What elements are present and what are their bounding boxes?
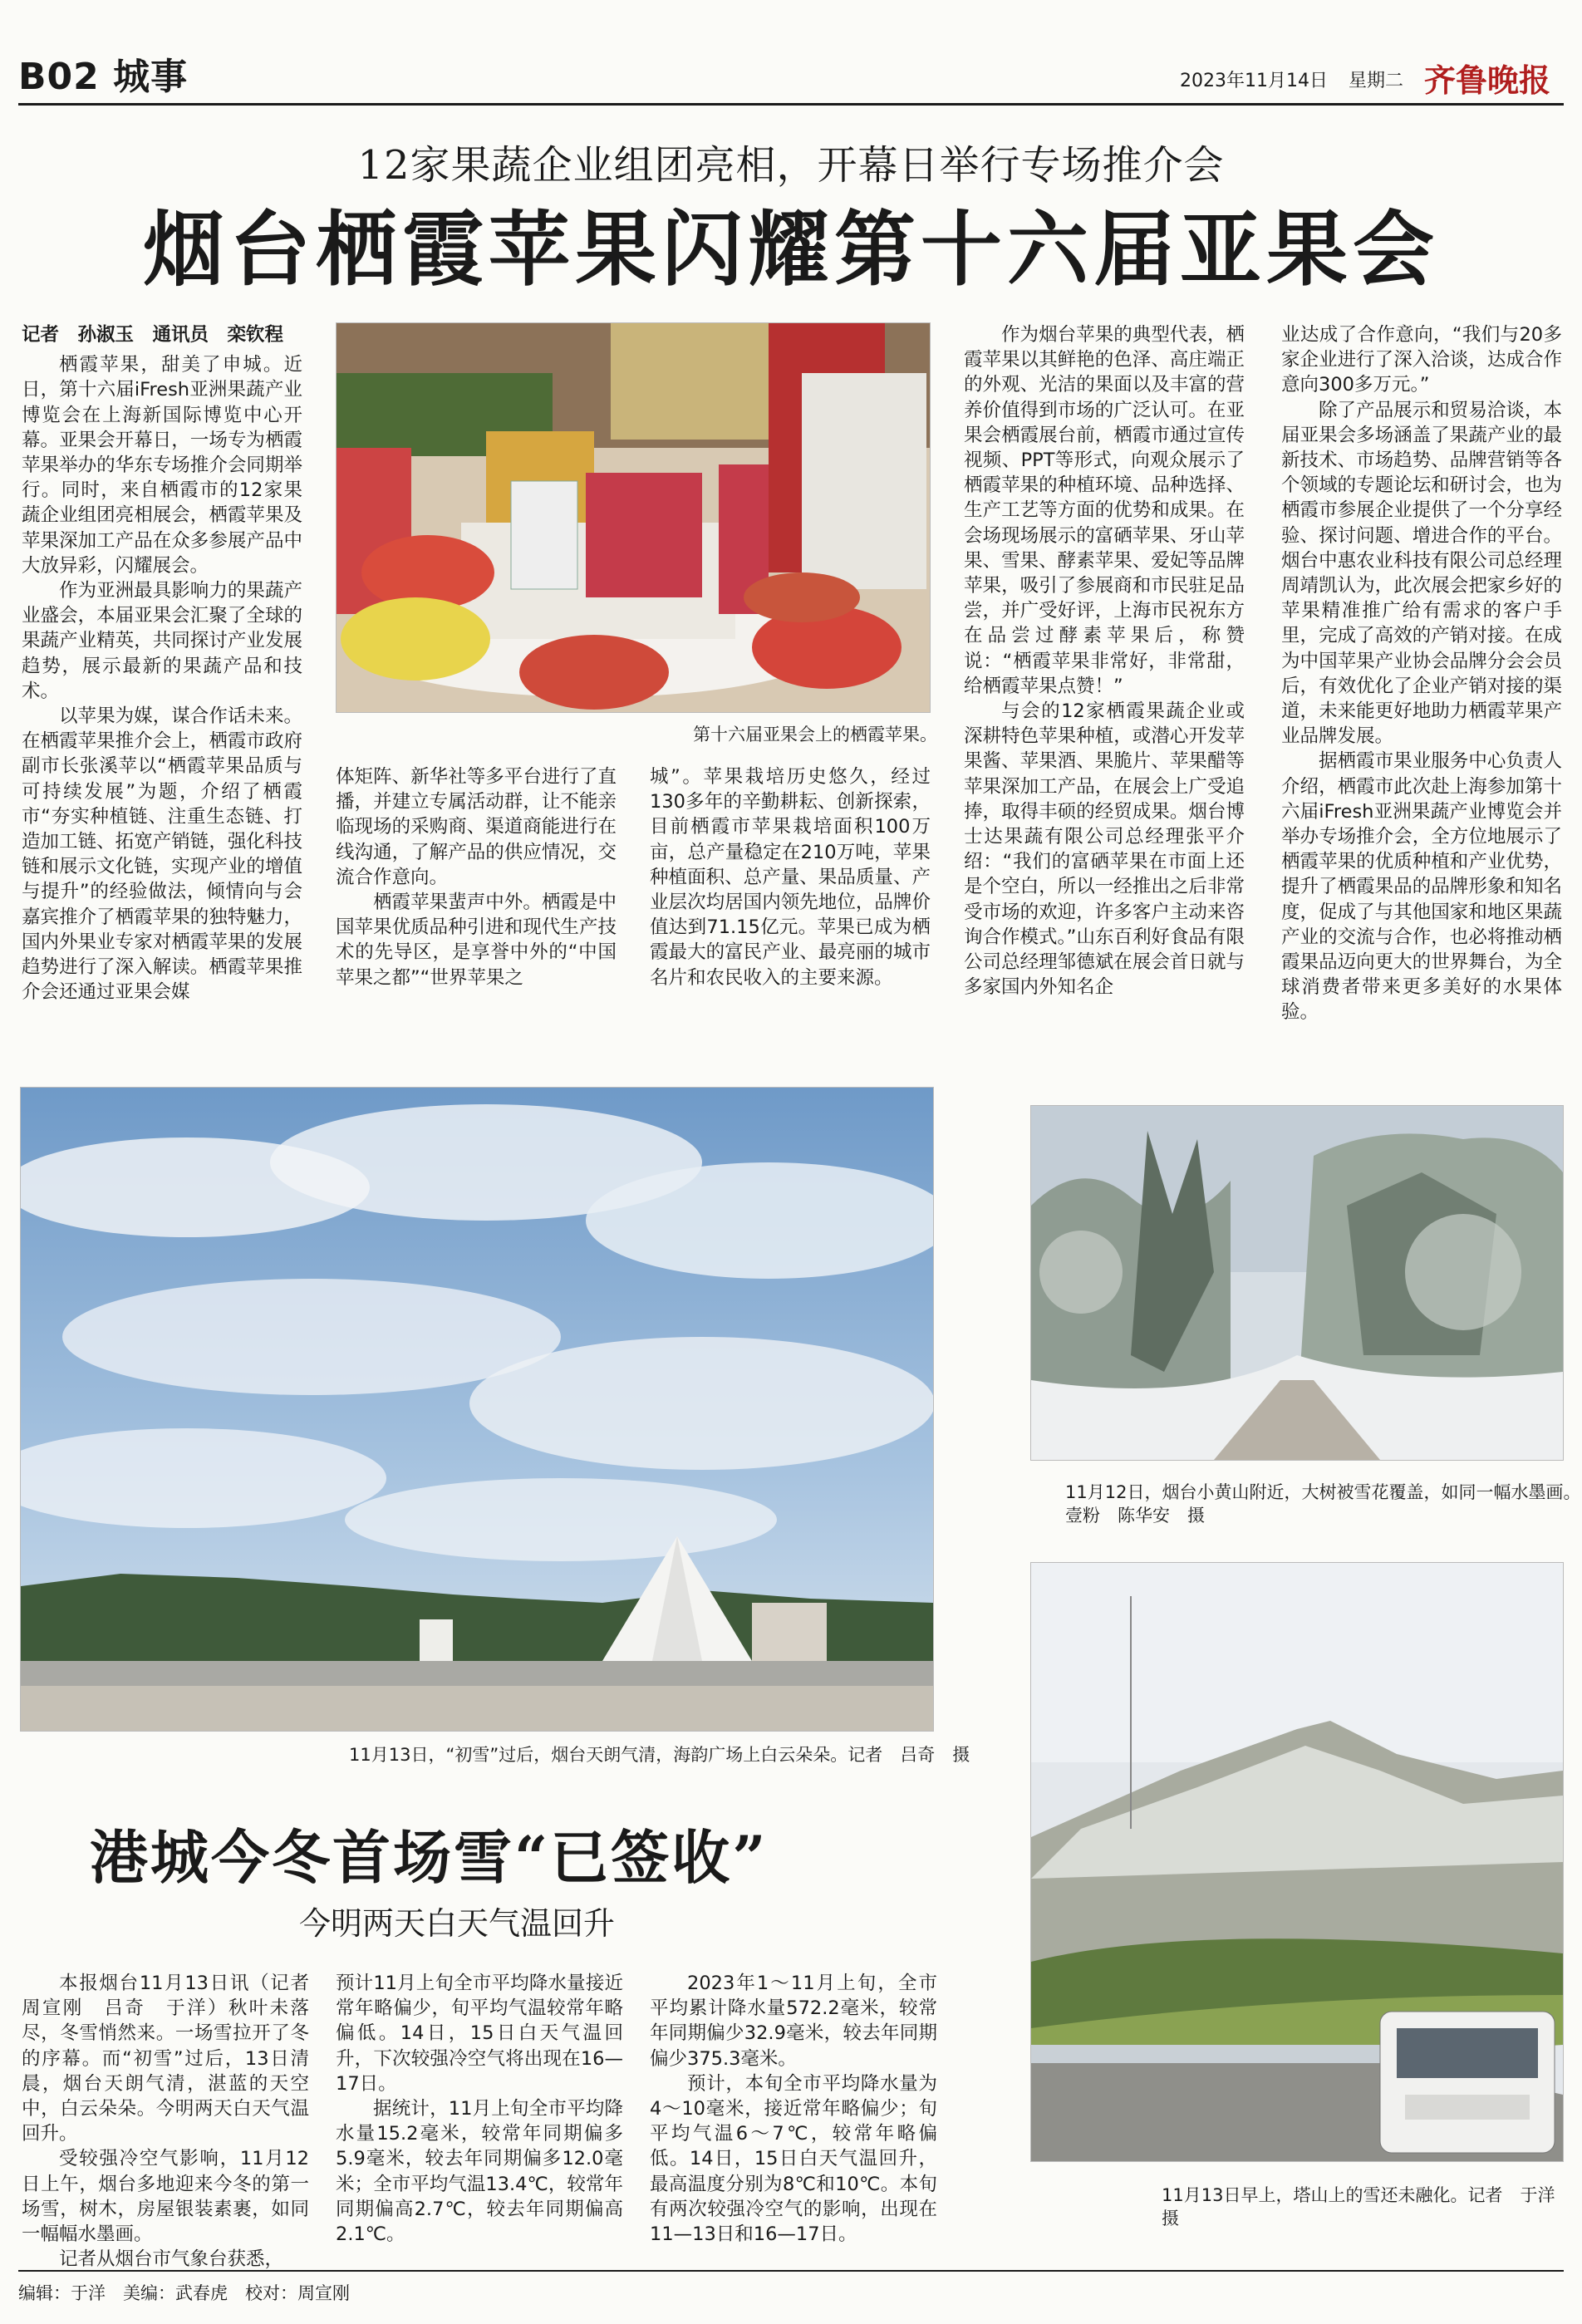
issue-date: 2023年11月14日 xyxy=(1179,71,1328,91)
snowy-mountain-road-photo xyxy=(1030,1562,1564,2162)
paragraph: 作为烟台苹果的典型代表，栖霞苹果以其鲜艳的色泽、高庄端正的外观、光洁的果面以及丰富的营养价值得到市场的广泛认可。在亚果会栖霞展台前，栖霞市通过宣传视频、PPT等形式，向观众展示了栖霞苹果的种植环境、品种选择、生产工艺等方面的优势和成果。在会场现场展示的富硒苹果、牙山苹果、雪果、酵素苹果、爱妃等品牌苹果，吸引了参展商和市民驻足品尝，并广受好评，上海市民祝东方在品尝过酵素苹果后，称赞说：“栖霞苹果非常好，非常甜，给栖霞苹果点赞！” xyxy=(964,324,1245,697)
paragraph: 城”。苹果栽培历史悠久，经过130多年的辛勤耕耘、创新探索，目前栖霞市苹果栽培面积100万亩，总产量稳定在210万吨，苹果种植面积、总产量、果品质量、产业层次均居国内领先地位，品牌价值达到71.15亿元。苹果已成为栖霞最大的富民产业、最亮丽的城市名片和农民收入的主要来源。 xyxy=(650,766,931,989)
paragraph: 预计11月上旬全市平均降水量接近常年略偏少，旬平均气温较常年略偏低。14日，15日白天气温回升，下次较强冷空气将出现在16—17日。 xyxy=(336,1973,623,2095)
story2-subhead: 今明两天白天气温回升 xyxy=(299,1905,616,1942)
paragraph: 栖霞苹果蜚声中外。栖霞是中国苹果优质品种引进和现代生产技术的先导区，是享誉中外的“中国苹果之都”“世界苹果之 xyxy=(336,892,617,989)
footer-divider xyxy=(18,2270,1564,2272)
story1-byline: 记者 孙淑玉 通讯员 栾钦程 xyxy=(22,324,284,346)
paragraph: 2023年1～11月上旬，全市平均累计降水量572.2毫米，较常年同期偏少32.9毫米，较去年同期偏少375.3毫米。 xyxy=(650,1973,937,2070)
story1-column-2 xyxy=(336,764,617,990)
sky-photo-caption: 11月13日，“初雪”过后，烟台天朗气清，海韵广场上白云朵朵。记者 吕奇 摄 xyxy=(349,1745,970,1765)
paragraph: 预计，本旬全市平均降水量为4～10毫米，接近常年略偏少；旬平均气温6～7℃，较常年略偏低。14日，15日白天气温回升，最高温度分别为8℃和10℃。本旬有两次较强冷空气的影响，出现在11—13日和16—17日。 xyxy=(650,2072,937,2246)
story2-column-2 xyxy=(336,1971,623,2247)
trees-caption-line-1: 11月12日，烟台小黄山附近，大树被雪花覆盖，如同一幅水墨画。 xyxy=(1065,1482,1581,1502)
paragraph: 体矩阵、新华社等多平台进行了直播，并建立专属活动群，让不能亲临现场的采购商、渠道商能进行在线沟通，了解产品的供应情况，交流合作意向。 xyxy=(336,766,617,888)
paragraph: 与会的12家栖霞果蔬企业或深耕特色苹果种植，或潜心开发苹果酱、苹果酒、果脆片、苹果醋等苹果深加工产品，在展会上广受追捧，取得丰硕的经贸成果。烟台博士达果蔬有限公司总经理张平介绍：“我们的富硒苹果在市面上还是个空白，所以一经推出之后非常受市场的欢迎，许多客户主动来咨询合作模式。”山东百利好食品有限公司总经理邹德斌在展会首日就与多家国内外知名企 xyxy=(964,700,1245,999)
page-section-header xyxy=(18,47,188,100)
story1-column-3 xyxy=(650,764,931,990)
story1-headline: 烟台栖霞苹果闪耀第十六届亚果会 xyxy=(142,202,1439,297)
issue-weekday: 星期二 xyxy=(1348,71,1403,91)
footer-credits: 编辑：于洋 美编：武春虎 校对：周宣刚 xyxy=(18,2283,350,2303)
paragraph: 据统计，11月上旬全市平均降水量15.2毫米，较常年同期偏多5.9毫米，较去年同期偏多12.0毫米；全市平均气温13.4℃，较常年同期偏高2.7℃，较去年同期偏高2.1℃。 xyxy=(336,2098,623,2246)
newspaper-logo: 齐鲁晚报 xyxy=(1423,61,1550,99)
paragraph: 记者从烟台市气象台获悉， xyxy=(59,2248,284,2271)
snow-trees-photo xyxy=(1030,1105,1564,1461)
story1-column-4 xyxy=(964,322,1245,1000)
story2-column-1 xyxy=(22,1971,309,2272)
story1-column-1 xyxy=(22,322,302,1005)
story1-subhead: 12家果蔬企业组团亮相，开幕日举行专场推介会 xyxy=(357,142,1225,189)
story2-headline: 港城今冬首场雪“已签收” xyxy=(90,1823,769,1892)
trees-caption-line-2: 壹粉 陈华安 摄 xyxy=(1065,1506,1205,1526)
masthead-right xyxy=(1180,55,1550,101)
trees-caption xyxy=(1065,1481,1580,1527)
page-code: B02 xyxy=(18,56,100,98)
paragraph: 除了产品展示和贸易洽谈，本届亚果会多场涵盖了果蔬产业的最新技术、市场趋势、品牌营销等各个领域的专题论坛和研讨会，也为栖霞市参展企业提供了一个分享经验、探讨问题、增进合作的平台。烟台中惠农业科技有限公司总经理周靖凯认为，此次展会把家乡好的苹果精准推广给有需求的客户手里，完成了高效的产销对接。在成为中国苹果产业协会品牌分会会员后，有效优化了企业产销对接的渠道，未来能更好地助力栖霞苹果产业品牌发展。 xyxy=(1281,399,1562,748)
apple-photo-caption: 第十六届亚果会上的栖霞苹果。 xyxy=(693,725,937,744)
paragraph: 业达成了合作意向，“我们与20多家企业进行了深入洽谈，达成合作意向300多万元。” xyxy=(1281,324,1562,396)
paragraph: 受较强冷空气影响，11月12日上午，烟台多地迎来今冬的第一场雪，树木，房屋银装素裹，如同一幅幅水墨画。 xyxy=(22,2148,309,2246)
header-divider xyxy=(18,103,1564,106)
story2-lead-paragraph: 本报烟台11月13日讯（记者周宣刚 吕奇 于洋）秋叶未落尽，冬雪悄然来。一场雪拉开了冬的序幕。而“初雪”过后，13日清晨，烟台天朗气清，湛蓝的天空中，白云朵朵。今明两天白天气温回升。 xyxy=(22,1973,309,2145)
paragraph: 作为亚洲最具影响力的果蔬产业盛会，本届亚果会汇聚了全球的果蔬产业精英，共同探讨产业发展趋势，展示最新的果蔬产品和技术。 xyxy=(22,580,302,702)
story1-column-5 xyxy=(1281,322,1562,1025)
paragraph: 以苹果为媒，谋合作话未来。在栖霞苹果推介会上，栖霞市政府副市长张溪苹以“栖霞苹果品质与可持续发展”为题，介绍了栖霞市“夯实种植链、注重生态链、打造加工链、拓宽产销链，强化科技链和展示文化链，实现产业的增值与提升”的经验做法，倾情向与会嘉宾推介了栖霞苹果的独特魅力，国内外果业专家对栖霞苹果的发展趋势进行了深入解读。栖霞苹果推介会还通过亚果会媒 xyxy=(22,705,302,1004)
paragraph: 据栖霞市果业服务中心负责人介绍，栖霞市此次赴上海参加第十六届iFresh亚洲果蔬产业博览会并举办专场推介会，全方位地展示了栖霞苹果的优质种植和产业优势，提升了栖霞果品的品牌形象和知名度，促成了与其他国家和地区果蔬产业的交流与合作，也必将推动栖霞果品迈向更大的世界舞台，为全球消费者带来更多美好的水果体验。 xyxy=(1281,750,1562,1024)
section-name: 城事 xyxy=(113,56,189,98)
apple-display-photo xyxy=(336,322,931,713)
sky-plaza-photo xyxy=(20,1087,934,1732)
paragraph: 栖霞苹果，甜美了申城。近日，第十六届iFresh亚洲果蔬产业博览会在上海新国际博览中心开幕。亚果会开幕日，一场专为栖霞苹果举办的华东专场推介会同期举行。同时，来自栖霞市的12家果蔬企业组团亮相展会，栖霞苹果及苹果深加工产品在众多参展产品中大放异彩，闪耀展会。 xyxy=(22,354,302,577)
story2-column-3 xyxy=(650,1971,937,2247)
mountain-photo-caption: 11月13日早上，塔山上的雪还未融化。记者 于洋 摄 xyxy=(1162,2185,1573,2228)
